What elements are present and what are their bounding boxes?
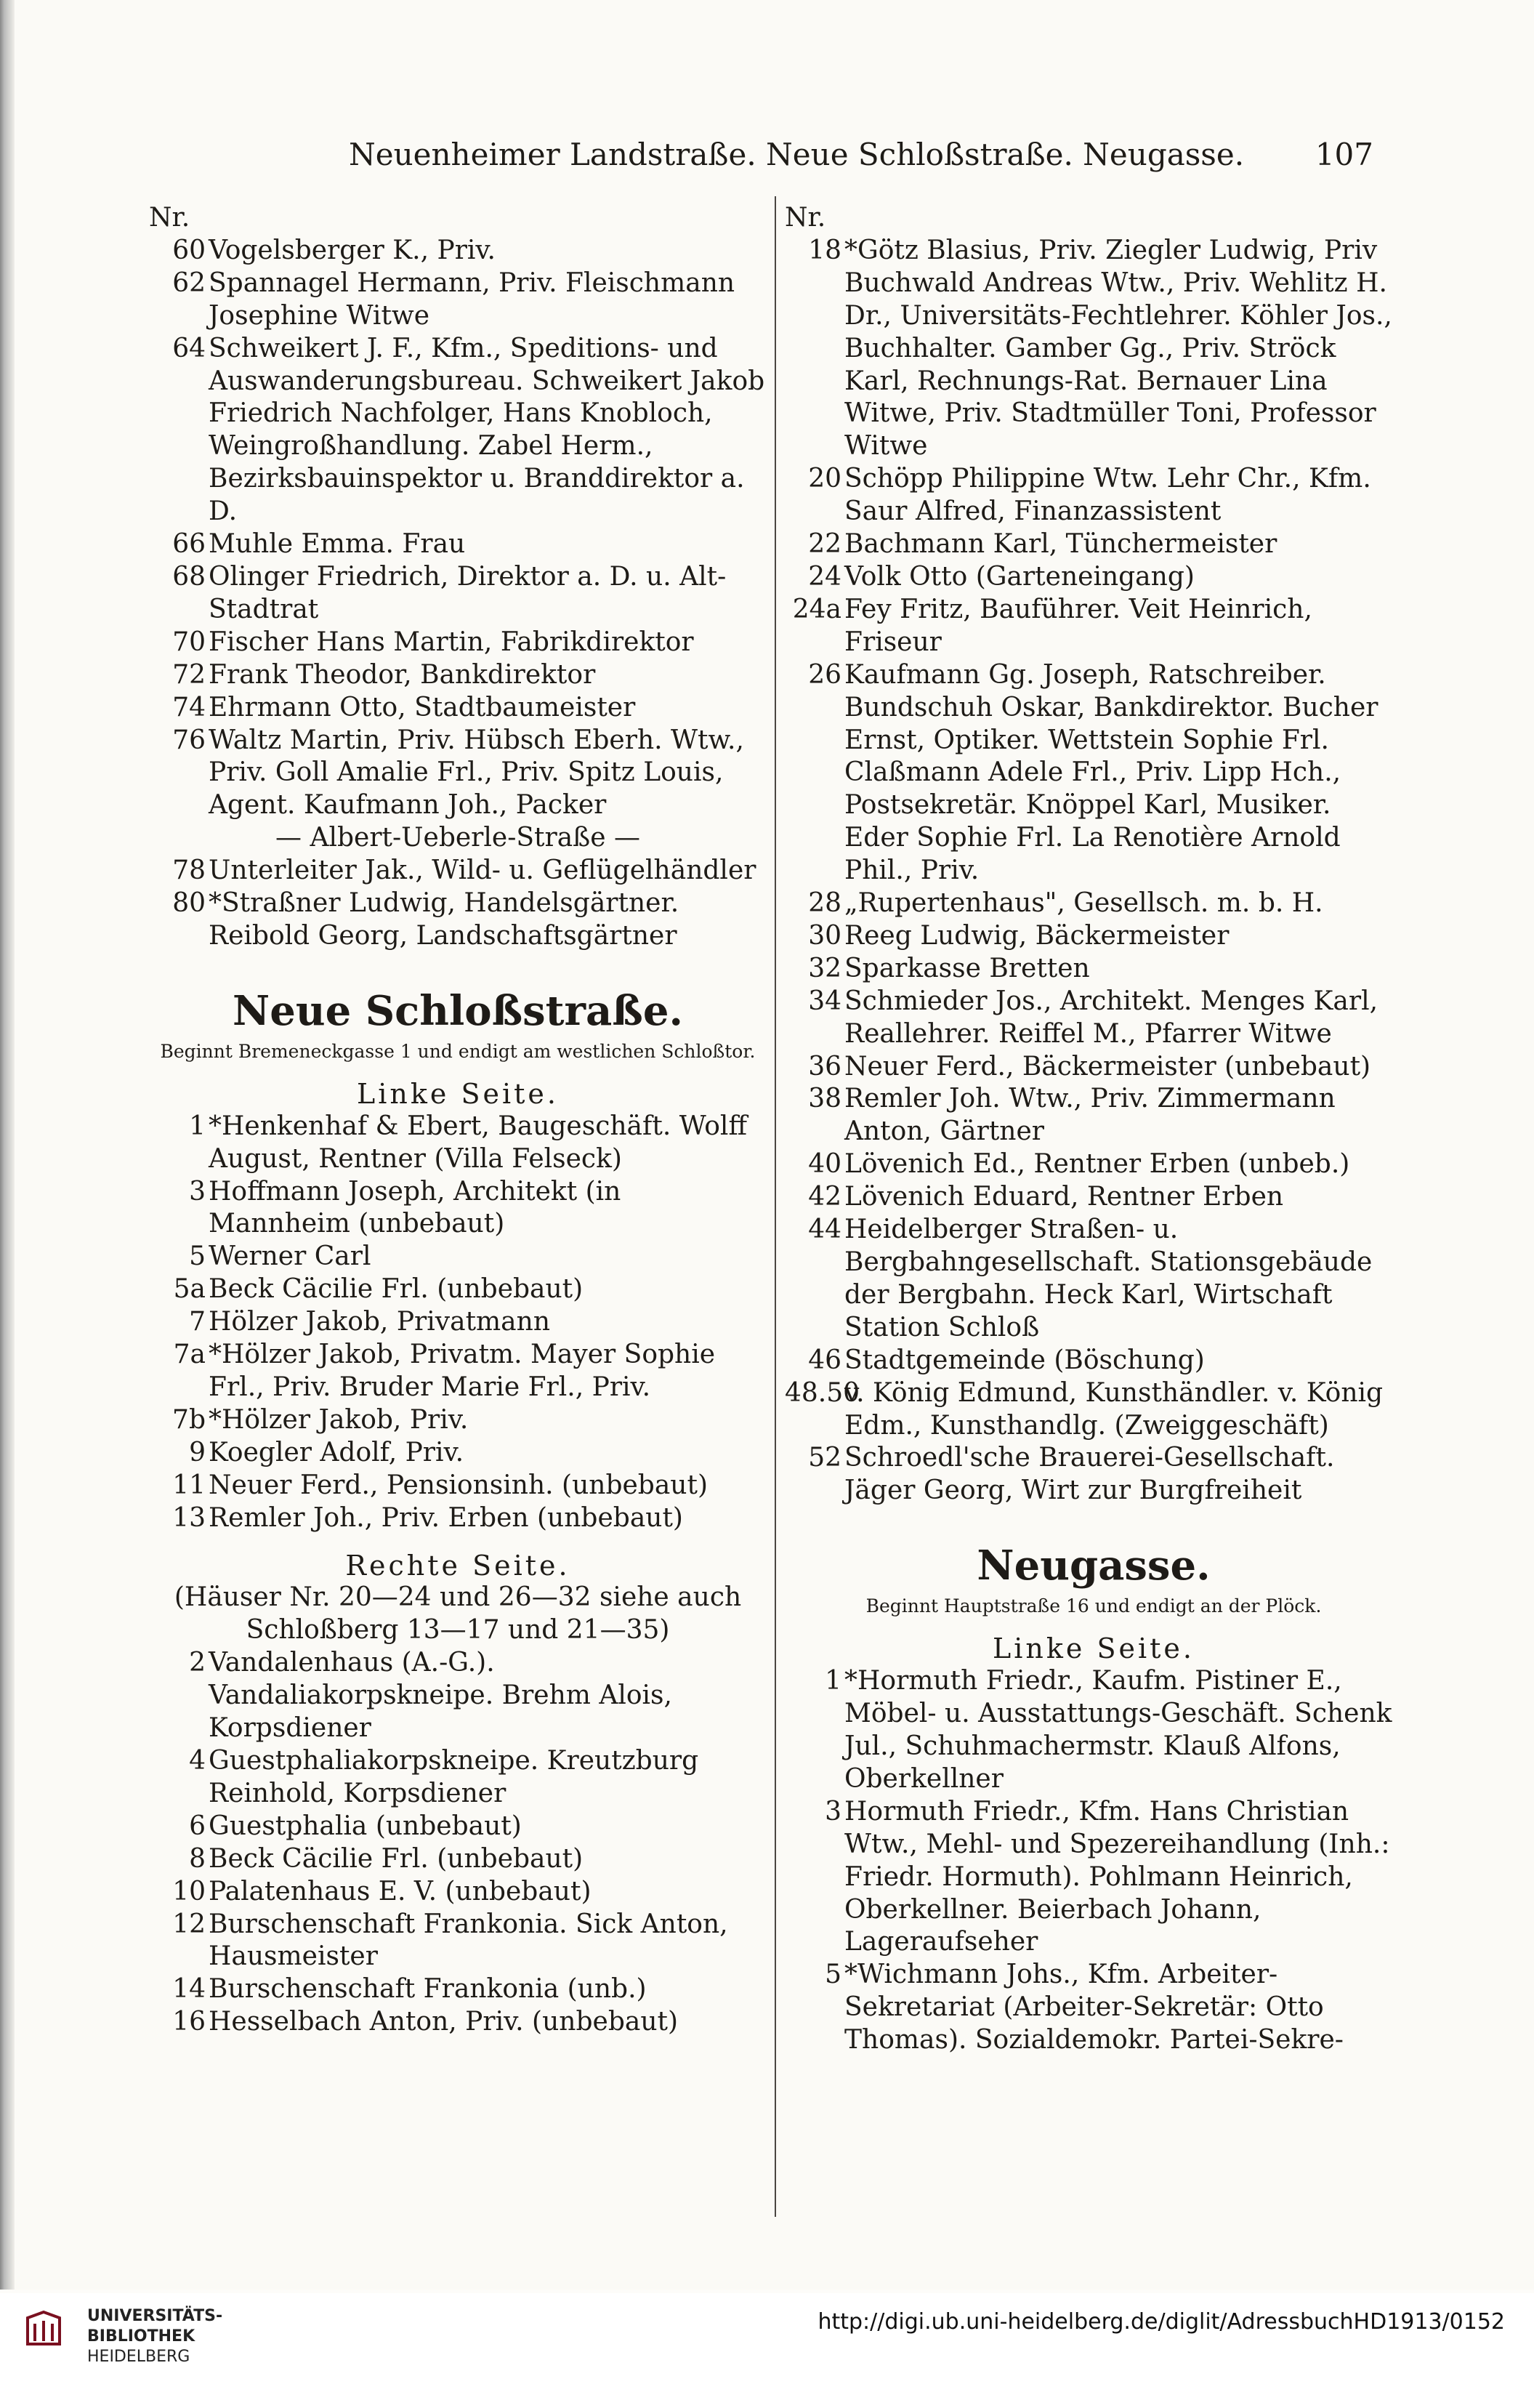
section-title: Neugasse. [977,1542,1211,1590]
list-item [785,1377,1402,1443]
list-item [149,1745,767,1811]
house-number: 3 [825,1796,841,1827]
cross-street-note: — Albert-Ueberle-Straße — [275,823,640,853]
list-item [149,1437,767,1470]
list-item [785,1796,1402,1960]
house-number: 28 [808,888,841,919]
house-number: 1 [825,1666,841,1696]
entry-text: Volk Otto (Garteneingang) [844,561,1195,592]
house-number: 62 [172,267,206,298]
house-number: 80 [172,888,206,919]
entry-text: Hormuth Friedr., Kfm. Hans Christian Wtw., Mehl- und Spezereihandlung (Inh.: Friedr. Hormuth). Pohlmann Heinrich, Oberkellner. Beierbach Johann, Lageraufseher [844,1796,1390,1957]
running-title: Neuenheimer Landstraße. Neue Schloßstraße. Neugasse. [349,137,1245,172]
list-item [785,1345,1402,1377]
house-number: 78 [172,855,206,886]
entry-text: Remler Joh., Priv. Erben (unbebaut) [209,1502,683,1533]
list-item [785,528,1402,561]
section-title: Neue Schloßstraße. [233,986,683,1035]
house-number: 36 [808,1051,841,1082]
right-column [785,202,1402,2057]
library-name-line: HEIDELBERG [87,2348,190,2366]
entry-text: *Wichmann Johs., Kfm. Arbeiter-Sekretariat (Arbeiter-Sekretär: Otto Thomas). Sozialdemokr. Partei-Sekre- [844,1960,1344,2055]
side-heading-left: Linke Seite. [993,1632,1195,1665]
list-item [149,1909,767,1974]
house-number: 4 [189,1745,206,1776]
entry-text: Reeg Ludwig, Bäckermeister [844,920,1230,951]
list-item [785,1148,1402,1181]
house-number: 52 [808,1443,841,1473]
list-item [785,986,1402,1051]
list-item [785,1442,1402,1507]
column-divider [775,196,776,2217]
entry-text: Bachmann Karl, Tünchermeister [844,529,1277,560]
footer-bar [0,2293,1534,2408]
list-item [149,1306,767,1339]
house-number: 40 [808,1149,841,1180]
list-item [785,1051,1402,1084]
list-item [785,1214,1402,1345]
list-item [149,528,767,561]
list-item [149,659,767,692]
house-number: 1 [189,1111,206,1141]
list-item [785,594,1402,659]
entry-text: Neuer Ferd., Bäckermeister (unbebaut) [844,1051,1371,1082]
house-number: 7b [172,1404,206,1435]
house-number: 5 [189,1241,206,1272]
list-item [149,1811,767,1843]
list-item [149,1273,767,1306]
house-number: 6 [189,1811,206,1841]
entry-text: Muhle Emma. Frau [209,529,466,560]
house-number: 22 [808,529,841,560]
left-column [149,202,767,2039]
section-subtitle: Beginnt Hauptstraße 16 und endigt an der Plöck. [865,1595,1322,1617]
entry-text: Vandalenhaus (A.-G.). Vandaliakorpskneipe. Brehm Alois, Korpsdiener [209,1648,672,1744]
list-item [149,1470,767,1502]
list-item [785,953,1402,986]
house-number: 7a [173,1340,206,1370]
entry-text: Fey Fritz, Bauführer. Veit Heinrich, Friseur [844,594,1312,657]
list-item [149,1241,767,1273]
house-number: 30 [808,920,841,951]
entry-text: Fischer Hans Martin, Fabrikdirektor [209,627,694,657]
list-item [785,235,1402,463]
nr-label: Nr. [785,203,826,233]
entry-text: Spannagel Hermann, Priv. Fleischmann Josephine Witwe [209,267,735,331]
house-number: 68 [172,561,206,592]
list-item [149,235,767,267]
entry-text: Schmieder Jos., Architekt. Menges Karl, Reallehrer. Reiffel M., Pfarrer Witwe [844,986,1378,1049]
list-item [149,1111,767,1176]
list-item [149,1502,767,1535]
house-number: 76 [172,725,206,755]
entry-text: Hölzer Jakob, Privatmann [209,1307,551,1337]
entry-text: *Hölzer Jakob, Privatm. Mayer Sophie Frl., Priv. Bruder Marie Frl., Priv. [209,1340,716,1402]
entry-text: Schweikert J. F., Kfm., Speditions- und Auswanderungsbureau. Schweikert Jakob Friedrich Nachfolger, Hans Knobloch, Weingroßhandlung. Zabel Herm., Bezirksbauinspektor u. Branddirektor a. D. [209,333,765,527]
house-number: 74 [172,692,206,722]
nr-label: Nr. [149,203,190,233]
side-note: (Häuser Nr. 20—24 und 26—32 siehe auch Schloßberg 13—17 und 21—35) [174,1582,742,1646]
entry-text: Schöpp Philippine Wtw. Lehr Chr., Kfm. Saur Alfred, Finanzassistent [844,464,1371,527]
list-item [149,267,767,333]
entry-text: Unterleiter Jak., Wild- u. Geflügelhändler [209,855,756,886]
entry-text: Vogelsberger K., Priv. [209,235,496,265]
university-library-logo-icon [22,2308,65,2351]
list-item [149,333,767,528]
house-number: 24 [808,561,841,592]
entry-text: Neuer Ferd., Pensionsinh. (unbebaut) [209,1470,709,1500]
house-number: 10 [172,1876,206,1906]
list-item [149,1973,767,2006]
house-number: 2 [189,1648,206,1678]
house-number: 26 [808,659,841,690]
house-number: 44 [808,1215,841,1245]
entry-text: Waltz Martin, Priv. Hübsch Eberh. Wtw., Priv. Goll Amalie Frl., Priv. Spitz Louis, Agent. Kaufmann Joh., Packer [209,725,744,821]
entry-text: *Hormuth Friedr., Kaufm. Pistiner E., Möbel- u. Ausstattungs-Geschäft. Schenk Jul., Schuhmachermstr. Klauß Alfons, Oberkellner [844,1666,1392,1794]
entry-text: Lövenich Ed., Rentner Erben (unbeb.) [844,1149,1350,1180]
house-number: 46 [808,1345,841,1375]
entry-text: Guestphaliakorpskneipe. Kreutzburg Reinhold, Korpsdiener [209,1745,699,1808]
house-number: 5a [173,1274,206,1305]
house-number: 70 [172,627,206,657]
house-number: 13 [172,1502,206,1533]
list-item [785,920,1402,953]
house-number: 42 [808,1182,841,1212]
library-name [87,2306,222,2367]
side-heading-left: Linke Seite. [357,1077,559,1110]
entry-text: *Henkenhaf & Ebert, Baugeschäft. Wolff August, Rentner (Villa Felseck) [209,1111,748,1174]
house-number: 3 [189,1176,206,1207]
house-number: 34 [808,986,841,1016]
entry-text: Burschenschaft Frankonia (unb.) [209,1974,647,2005]
house-number: 38 [808,1084,841,1114]
entry-text: *Götz Blasius, Priv. Ziegler Ludwig, Priv Buchwald Andreas Wtw., Priv. Wehlitz H. Dr., Universitäts-Fechtlehrer. Köhler Jos., Buchhalter. Gamber Gg., Priv. Ströck Karl, Rechnungs-Rat. Bernauer Lina Witwe, Priv. Stadtmüller Toni, Professor Witwe [844,235,1392,462]
entry-text: Burschenschaft Frankonia. Sick Anton, Hausmeister [209,1909,728,1972]
house-number: 20 [808,464,841,494]
entry-text: *Hölzer Jakob, Priv. [209,1404,469,1435]
list-item [785,561,1402,594]
house-number: 60 [172,235,206,265]
binding-edge [0,0,15,2290]
entry-text: Beck Cäcilie Frl. (unbebaut) [209,1843,584,1874]
house-number: 66 [172,529,206,560]
house-number: 8 [189,1843,206,1874]
entry-text: Stadtgemeinde (Böschung) [844,1345,1205,1375]
house-number: 18 [808,235,841,265]
list-item [149,1876,767,1909]
entry-text: Lövenich Eduard, Rentner Erben [844,1182,1284,1212]
list-item [149,887,767,953]
house-number: 14 [172,1974,206,2005]
house-number: 16 [172,2007,206,2037]
house-number: 32 [808,953,841,983]
house-number: 12 [172,1909,206,1939]
source-url-link[interactable]: http://digi.ub.uni-heidelberg.de/diglit/AdressbuchHD1913/0152 [818,2309,1505,2335]
entry-text: *Straßner Ludwig, Handelsgärtner. Reibold Georg, Landschaftsgärtner [209,888,679,951]
entry-text: Kaufmann Gg. Joseph, Ratschreiber. Bundschuh Oskar, Bankdirektor. Bucher Ernst, Optiker. Wettstein Sophie Frl. Claßmann Adele Frl., Priv. Lipp Hch., Postsekretär. Knöppel Karl, Musiker. Eder Sophie Frl. La Renotière Arnold Phil., Priv. [844,659,1378,886]
entry-text: Werner Carl [209,1241,371,1272]
list-item [149,855,767,887]
list-item [785,1083,1402,1148]
house-number: 11 [172,1470,206,1500]
entry-text: Koegler Adolf, Priv. [209,1437,464,1467]
entry-text: Sparkasse Bretten [844,953,1090,983]
library-name-line: UNIVERSITÄTS- [87,2307,223,2325]
list-item [149,1647,767,1745]
page-header [349,137,1373,180]
side-heading-right: Rechte Seite. [345,1549,570,1582]
list-item [149,561,767,627]
list-item [149,692,767,725]
list-item [149,2006,767,2039]
page-number: 107 [1315,137,1373,172]
library-name-line: BIBLIOTHEK [87,2327,195,2345]
entry-text: Olinger Friedrich, Direktor a. D. u. Alt-Stadtrat [209,561,727,624]
list-item [149,627,767,659]
house-number: 9 [189,1437,206,1467]
house-number: 72 [172,659,206,690]
entry-text: Schroedl'sche Brauerei-Gesellschaft. Jäger Georg, Wirt zur Burgfreiheit [844,1443,1335,1506]
list-item [785,463,1402,528]
list-item [149,1339,767,1404]
section-subtitle: Beginnt Bremeneckgasse 1 und endigt am westlichen Schloßtor. [160,1040,756,1062]
list-item [149,1176,767,1241]
house-number: 24a [792,594,841,624]
entry-text: Frank Theodor, Bankdirektor [209,659,596,690]
entry-text: Remler Joh. Wtw., Priv. Zimmermann Anton, Gärtner [844,1084,1336,1147]
list-item [785,1959,1402,2057]
house-number: 48.50 [785,1377,860,1408]
list-item [785,887,1402,920]
entry-text: Ehrmann Otto, Stadtbaumeister [209,692,636,722]
list-item [785,1181,1402,1214]
entry-text: Heidelberger Straßen- u. Bergbahngesellschaft. Stationsgebäude der Bergbahn. Heck Karl, Wirtschaft Station Schloß [844,1215,1373,1342]
list-item [149,1843,767,1876]
list-item [785,659,1402,887]
list-item [149,1404,767,1437]
list-item [785,1665,1402,1796]
list-item [149,725,767,823]
entry-text: v. König Edmund, Kunsthändler. v. König Edm., Kunsthandlg. (Zweiggeschäft) [844,1377,1384,1441]
entry-text: Beck Cäcilie Frl. (unbebaut) [209,1274,584,1305]
entry-text: Hoffmann Joseph, Architekt (in Mannheim (unbebaut) [209,1176,621,1239]
house-number: 5 [825,1960,841,1990]
house-number: 7 [189,1307,206,1337]
entry-text: „Rupertenhaus", Gesellsch. m. b. H. [844,888,1323,919]
entry-text: Guestphalia (unbebaut) [209,1811,522,1841]
entry-text: Hesselbach Anton, Priv. (unbebaut) [209,2007,679,2037]
entry-text: Palatenhaus E. V. (unbebaut) [209,1876,592,1906]
house-number: 64 [172,333,206,363]
